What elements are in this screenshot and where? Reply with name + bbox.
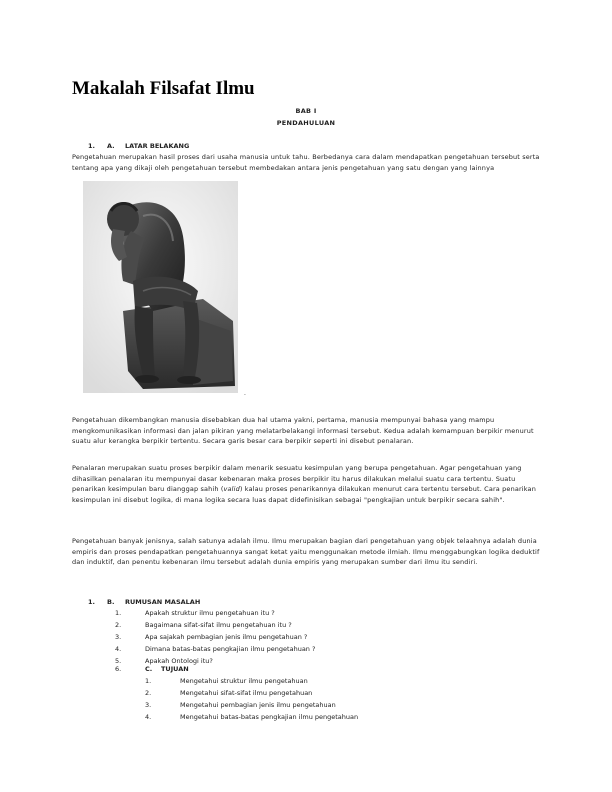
list-item-number: 1. (145, 677, 152, 685)
list-item-number: 3. (115, 633, 122, 641)
paragraph-reasoning-part1: Penalaran merupakan suatu proses berpikir dalam menarik sesuatu kesimpulan yang berupa pengetahuan. Agar pengetahuan yang dihasilkan penalaran itu mempunyai dasar kebenaran maka proses berpikir itu harus dilakukan melalui suatu cara tertentu. Suatu penarikan kesimpulan baru dianggap sahih ( (72, 464, 522, 494)
section-c-heading (115, 665, 315, 675)
section-c-number: 6. (115, 665, 122, 673)
section-c-title: TUJUAN (161, 665, 189, 673)
list-item-text: Apakah struktur ilmu pengetahuan itu ? (145, 609, 275, 617)
section-b-number: 1. (88, 598, 95, 606)
list-item-text: Apakah Ontologi itu? (145, 657, 213, 665)
chapter-number: BAB I (295, 107, 317, 115)
list-item-text: Mengetahui batas-batas pengkajian ilmu pengetahuan (180, 713, 359, 721)
list-item-text: Apa sajakah pembagian jenis ilmu pengetahuan ? (145, 633, 308, 641)
paragraph-science: Pengetahuan banyak jenisnya, salah satunya adalah ilmu. Ilmu merupakan bagian dari pengetahuan yang objek telaahnya adalah dunia empiris dan proses pendapatkan pengetahuannya sangat ketat yaitu menggunakan metode ilmiah. Ilmu menggabungkan logika deduktif dan induktif, dan penentu kebenaran ilmu tersebut adalah dunia empiris yang merupakan sumber dari ilmu itu sendiri. (72, 537, 540, 567)
statue-illustration (83, 181, 238, 393)
list-item-number: 1. (115, 609, 122, 617)
paragraph-reasoning-part2: ) kalau proses penarikannya dilakukan menurut cara tertentu tersebut. Cara penarikan kesimpulan ini disebut logika, di mana logika secara luas dapat didefinisikan sebagai "pengkajian untuk berpikir secara sahih". (72, 485, 536, 504)
list-item-text: Mengetahui sifat-sifat ilmu pengetahuan (180, 689, 313, 697)
section-c-letter: C. (145, 665, 153, 673)
document-title: Makalah Filsafat Ilmu (72, 78, 255, 99)
section-a-title: LATAR BELAKANG (125, 142, 190, 150)
list-item-number: 4. (115, 645, 122, 653)
paragraph-intro: Pengetahuan merupakan hasil proses dari usaha manusia untuk tahu. Berbedanya cara dalam mendapatkan pengetahuan tersebut serta tentang apa yang dikaji oleh pengetahuan tersebut membedakan antara jenis pengetahuan yang satu dengan yang lainnya (72, 153, 540, 172)
section-a-number: 1. (88, 142, 95, 150)
thinker-statue-image (83, 181, 238, 393)
paragraph-knowledge: Pengetahuan dikembangkan manusia disebabkan dua hal utama yakni, pertama, manusia mempunyai bahasa yang mampu mengkomunikasikan informasi dan jalan pikiran yang melatarbelakangi informasi tersebut. Kedua adalah kemampuan berpikir menurut suatu alur kerangka berpikir tertentu. Secara garis besar cara berpikir seperti ini disebut penalaran. (72, 416, 534, 446)
section-a-heading (88, 142, 288, 152)
list-item-text: Mengetahui struktur ilmu pengetahuan (180, 677, 308, 685)
list-item-text: Dimana batas-batas pengkajian ilmu pengetahuan ? (145, 645, 316, 653)
chapter-title: PENDAHULUAN (276, 119, 336, 127)
list-item-number: 4. (145, 713, 152, 721)
list-item-number: 5. (115, 657, 122, 665)
section-b-letter: B. (107, 598, 115, 606)
list-item-number: 2. (145, 689, 152, 697)
figure-caption: . (244, 390, 246, 397)
list-item-text: Mengetahui pembagian jenis ilmu pengetahuan (180, 701, 336, 709)
section-a-letter: A. (107, 142, 115, 150)
section-b-heading (88, 598, 288, 608)
list-item-number: 2. (115, 621, 122, 629)
section-b-title: RUMUSAN MASALAH (125, 598, 201, 606)
list-item-text: Bagaimana sifat-sifat ilmu pengetahuan itu ? (145, 621, 292, 629)
objective-list (145, 677, 445, 727)
list-item-number: 3. (145, 701, 152, 709)
paragraph-reasoning (72, 463, 542, 505)
paragraph-reasoning-italic: valid (223, 485, 240, 494)
